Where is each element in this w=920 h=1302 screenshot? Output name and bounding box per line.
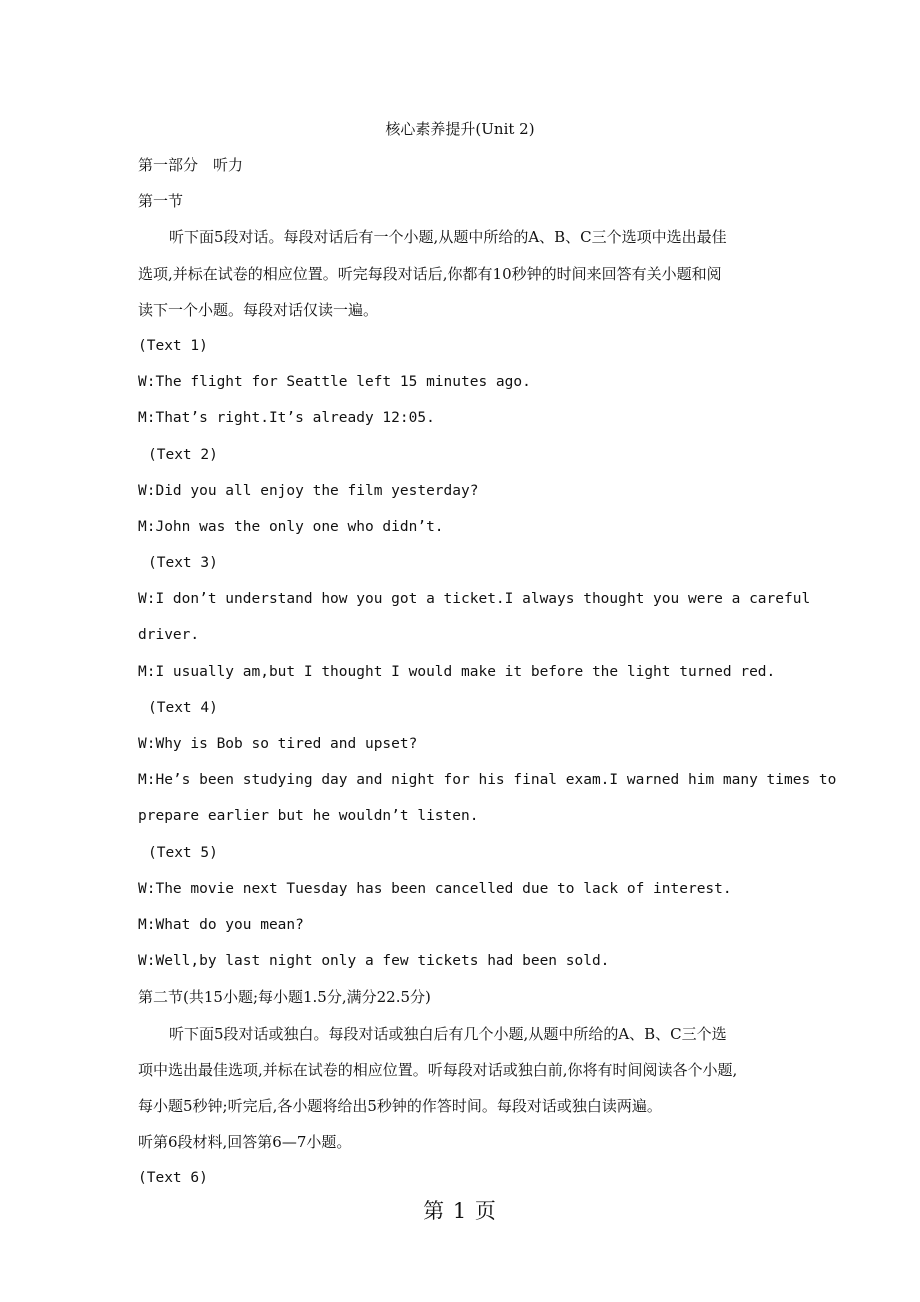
text-label: (Text 5) [148, 844, 218, 861]
instruction-line: 听第6段材料,回答第6—7小题。 [138, 1133, 352, 1152]
dialogue-line: M:He’s been studying day and night for his final exam.I warned him many times to [138, 772, 837, 789]
dialogue-line: W:I don’t understand how you got a ticket.I always thought you were a careful [138, 591, 811, 608]
dialogue-line: M:What do you mean? [138, 916, 304, 933]
dialogue-line: W:Why is Bob so tired and upset? [138, 736, 418, 752]
dialogue-line: W:The flight for Seattle left 15 minutes ago. [138, 374, 531, 391]
dialogue-line: M:I usually am,but I thought I would make it before the light turned red. [138, 663, 776, 680]
document-title: 核心素养提升(Unit 2) [385, 120, 535, 138]
dialogue-line: M:John was the only one who didn’t. [138, 518, 444, 535]
subsection-heading: 第二节(共15小题;每小题1.5分,满分22.5分) [138, 988, 431, 1007]
dialogue-line: M:That’s right.It’s already 12:05. [138, 410, 435, 427]
dialogue-line: W:Well,by last night only a few tickets had been sold. [138, 953, 610, 970]
instruction-line: 读下一个小题。每段对话仅读一遍。 [138, 300, 379, 319]
text-label: (Text 2) [148, 446, 218, 463]
text-label: (Text 3) [148, 555, 218, 572]
dialogue-line: W:The movie next Tuesday has been cancelled due to lack of interest. [138, 880, 732, 897]
text-label: (Text 6) [138, 1170, 208, 1187]
dialogue-line: W:Did you all enjoy the film yesterday? [138, 482, 479, 499]
instruction-line: 听下面5段对话。每段对话后有一个小题,从题中所给的A、B、C三个选项中选出最佳 [169, 228, 727, 247]
text-label: (Text 4) [148, 699, 218, 716]
text-label: (Text 1) [138, 337, 208, 354]
instruction-line: 每小题5秒钟;听完后,各小题将给出5秒钟的作答时间。每段对话或独白读两遍。 [138, 1096, 662, 1115]
instruction-line: 项中选出最佳选项,并标在试卷的相应位置。听每段对话或独白前,你将有时间阅读各个小题, [138, 1060, 738, 1079]
instruction-line: 选项,并标在试卷的相应位置。听完每段对话后,你都有10秒钟的时间来回答有关小题和阅 [138, 264, 722, 283]
section-heading: 第一部分 听力 [138, 156, 244, 174]
dialogue-line: driver. [138, 627, 200, 644]
dialogue-line: prepare earlier but he wouldn’t listen. [138, 808, 479, 825]
page-number: 第 1 页 [423, 1199, 497, 1223]
subsection-heading: 第一节 [138, 192, 184, 211]
instruction-line: 听下面5段对话或独白。每段对话或独白后有几个小题,从题中所给的A、B、C三个选 [169, 1024, 727, 1043]
document-body [138, 154, 837, 1203]
